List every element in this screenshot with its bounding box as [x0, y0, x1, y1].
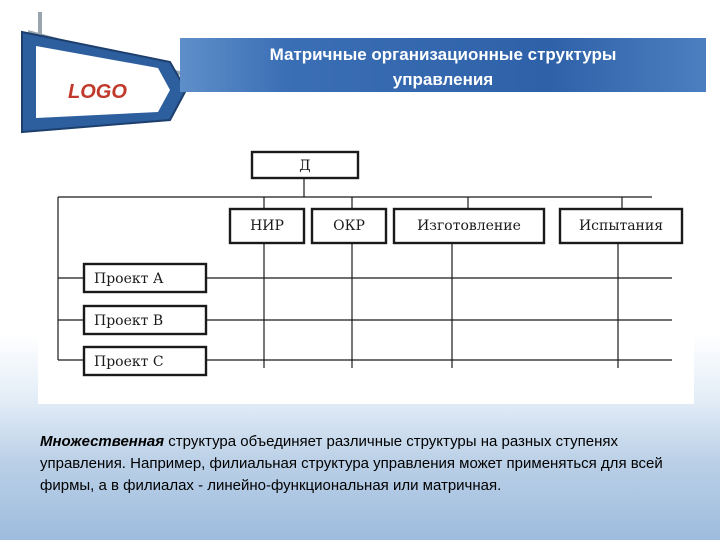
- node-project-a: [84, 264, 206, 292]
- slide-title-line-1: Матричные организационные структуры: [269, 45, 617, 64]
- node-testing: [560, 209, 682, 243]
- matrix-diagram-svg: [38, 138, 694, 404]
- node-project-c: [84, 347, 206, 375]
- logo-sign: [10, 10, 195, 135]
- node-director: [252, 152, 358, 178]
- slide-title-line-2: управления: [392, 70, 494, 89]
- logo-text: LOGO: [68, 81, 127, 103]
- slide-title: [180, 42, 706, 92]
- node-okr-label: ОКР: [333, 218, 365, 234]
- node-nir-label: НИР: [250, 218, 284, 234]
- node-testing-label: Испытания: [578, 218, 664, 234]
- node-okr: [312, 209, 386, 243]
- caption-body: структура объединяет различные структуры на разных ступенях управления. Например, филиальная структура управления может применяться для всей фирмы, а в филиалах - линейно-функциональная или матричная.: [40, 433, 663, 494]
- node-project-b: [84, 306, 206, 334]
- caption-paragraph: [40, 431, 700, 497]
- logo-signboard-graphic: [10, 10, 195, 135]
- node-project-b-label: Проект В: [94, 313, 164, 329]
- node-manufacturing-label: Изготовление: [417, 218, 521, 234]
- matrix-diagram: [38, 138, 694, 404]
- node-director-label: Д: [299, 158, 311, 174]
- caption-term: Множественная: [40, 433, 165, 450]
- node-manufacturing: [394, 209, 544, 243]
- node-project-c-label: Проект С: [94, 354, 164, 370]
- node-project-a-label: Проект А: [94, 271, 164, 287]
- node-nir: [230, 209, 304, 243]
